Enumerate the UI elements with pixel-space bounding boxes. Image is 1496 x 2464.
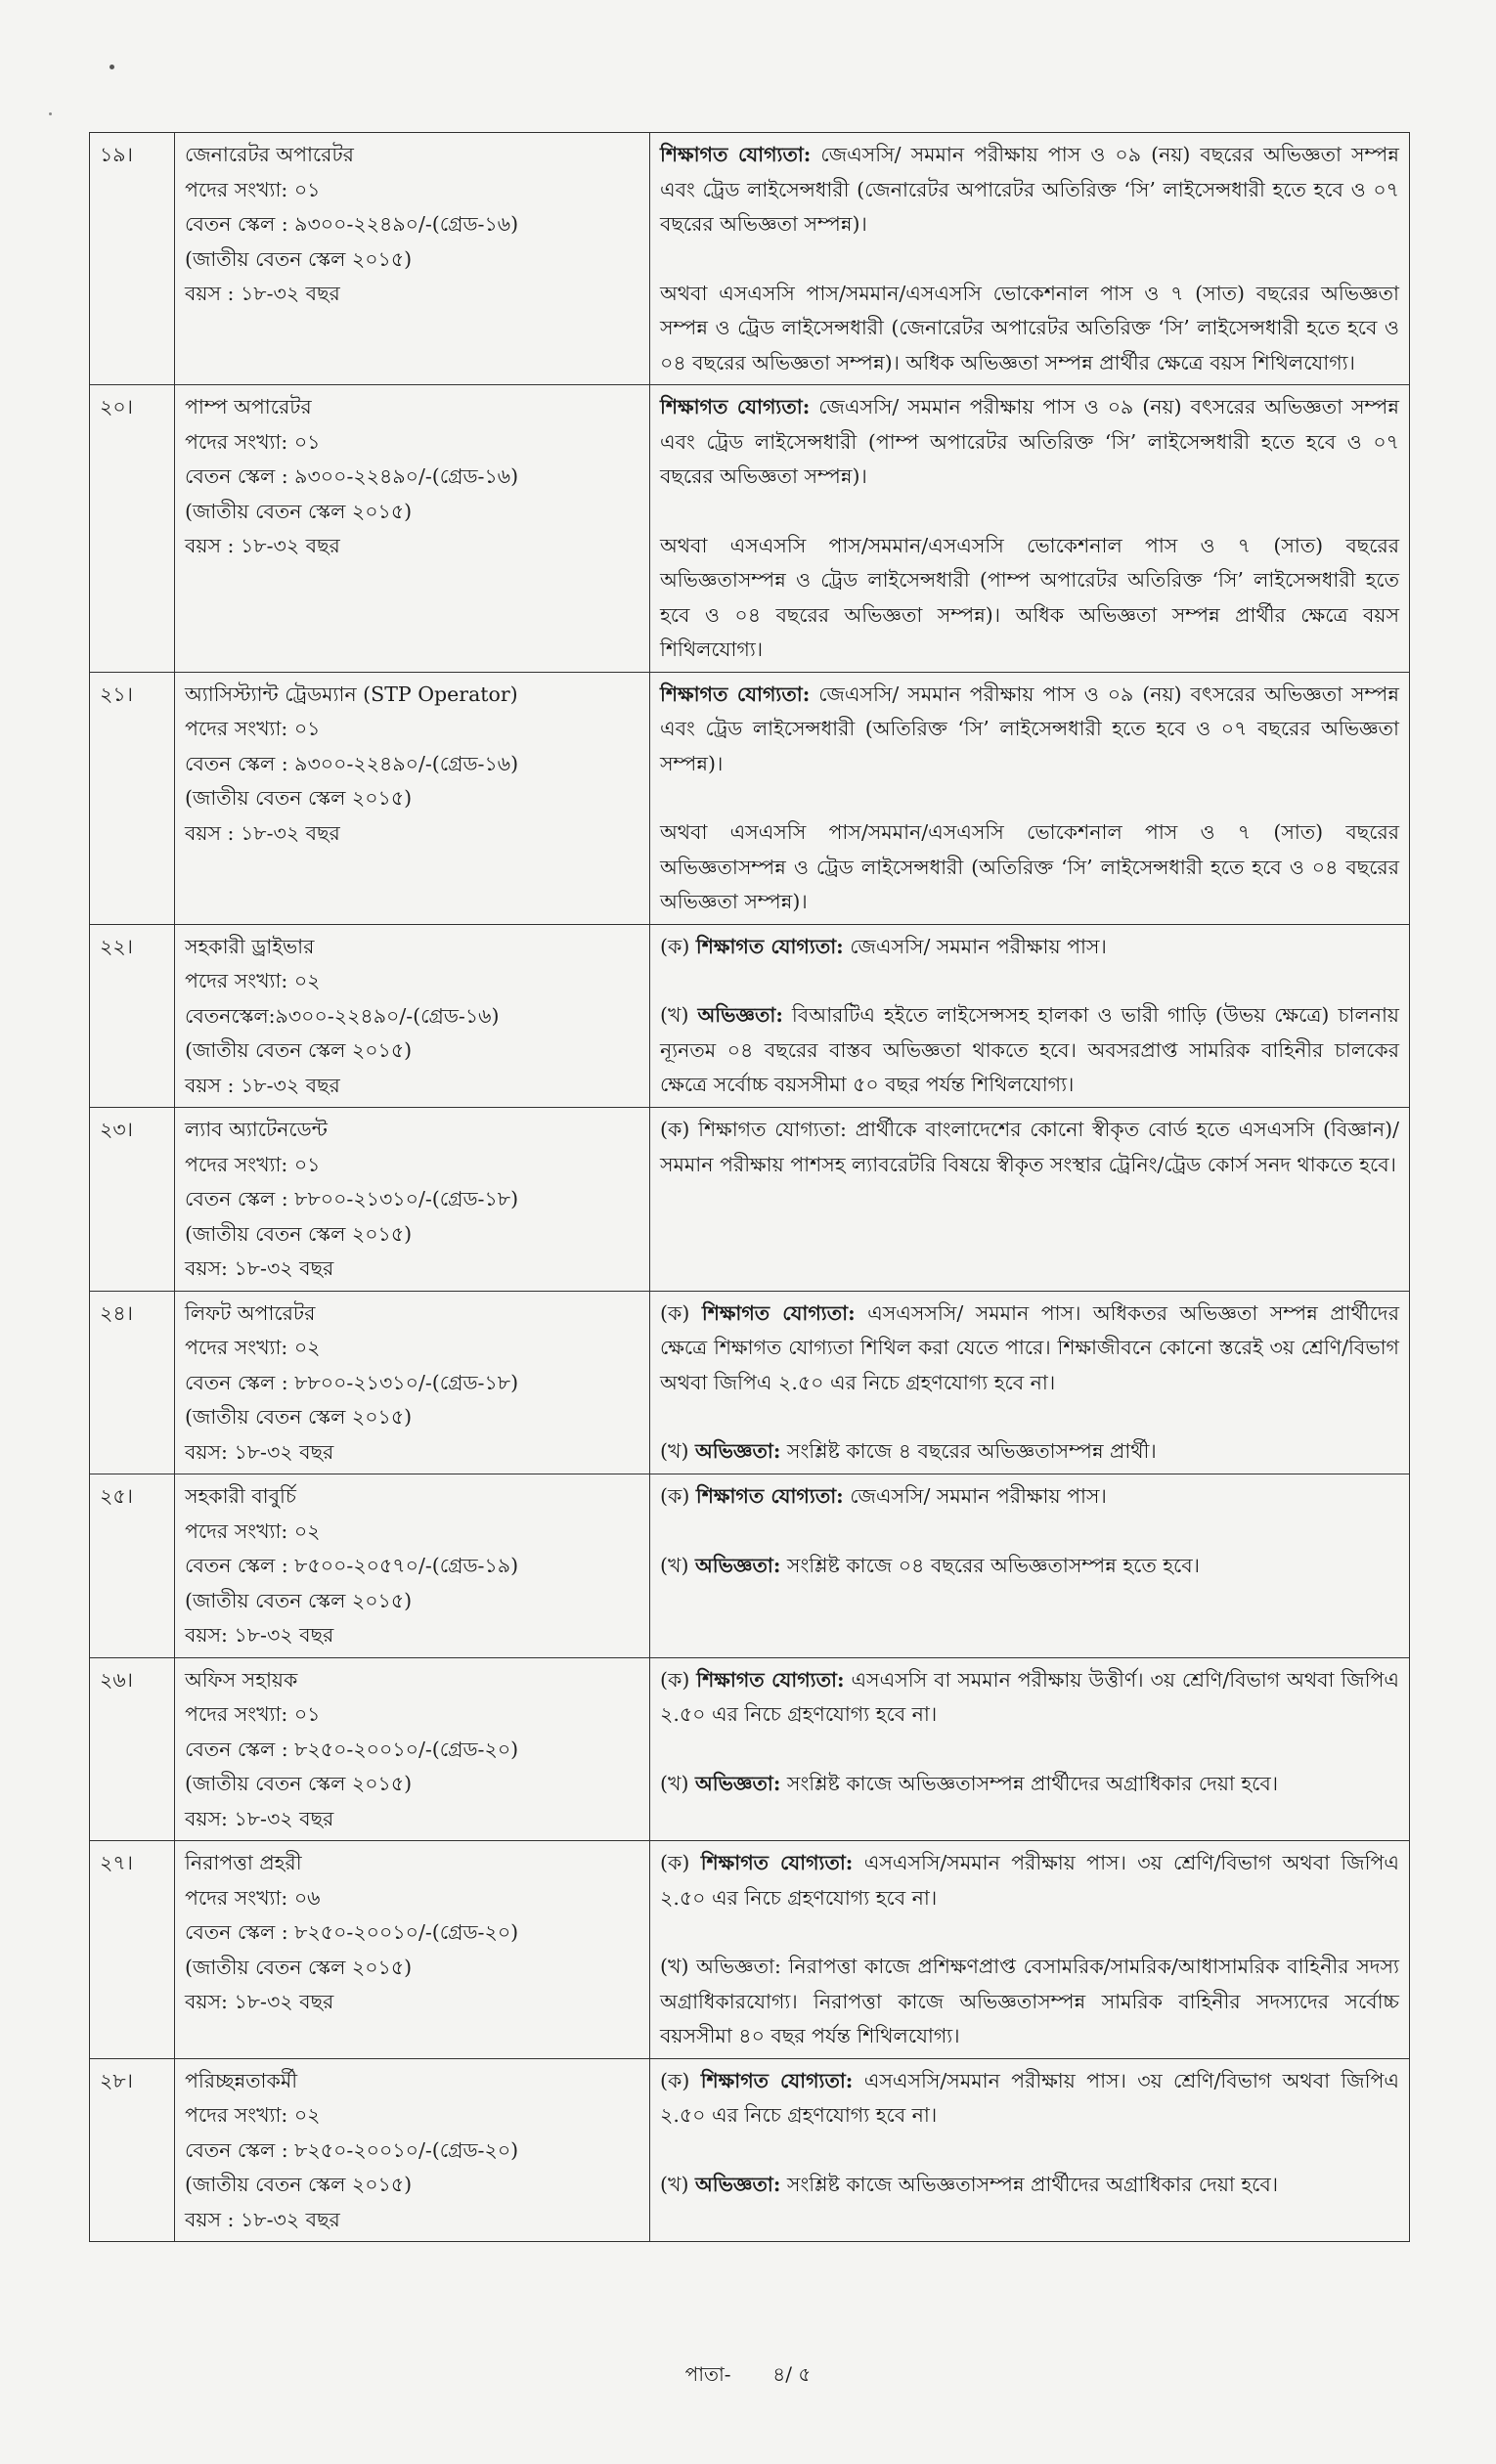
serial-number: ২৫। <box>90 1474 175 1658</box>
requirement-text: বিআরটিএ হইতে লাইসেন্সসহ হালকা ও ভারী গাড়ি (উভয় ক্ষেত্রে) চালনায় ন্যূনতম ০৪ বছরের বাস্তব অভিজ্ঞতা থাকতে হবে। অবসরপ্রাপ্ত সামরিক বাহিনীর চালকের ক্ষেত্রে সর্বোচ্চ বয়সসীমা ৫০ বছর পর্যন্ত শিথিলযোগ্য। <box>660 1003 1399 1096</box>
requirement-label: শিক্ষাগত যোগ্যতা: <box>700 2068 854 2092</box>
requirement-cell <box>650 1108 1410 1292</box>
serial-number: ২৩। <box>90 1108 175 1292</box>
requirement-label: অভিজ্ঞতা: <box>694 1439 781 1463</box>
requirement-text: অথবা এসএসসি পাস/সমমান/এসএসসি ভোকেশনাল পাস ও ৭ (সাত) বছরের অভিজ্ঞতাসম্পন্ন ও ট্রেড লাইসেন্সধারী (অতিরিক্ত ‘সি’ লাইসেন্সধারী হতে হবে ও ০৪ বছরের অভিজ্ঞতা সম্পন্ন)। <box>660 820 1399 913</box>
table-row <box>90 672 1410 924</box>
requirement-text: অথবা এসএসসি পাস/সমমান/এসএসসি ভোকেশনাল পাস ও ৭ (সাত) বছরের অভিজ্ঞতা সম্পন্ন ও ট্রেড লাইসেন্সধারী (জেনারেটর অপারেটর অতিরিক্ত ‘সি’ লাইসেন্সধারী হতে হবে ও ০৪ বছরের অভিজ্ঞতা সম্পন্ন)। অধিক অভিজ্ঞতা সম্পন্ন প্রার্থীর ক্ষেত্রে বয়স শিথিলযোগ্য। <box>660 281 1399 374</box>
post-detail: বেতন স্কেল : ৮৮০০-২১৩১০/-(গ্রেড-১৮) <box>185 1187 519 1210</box>
requirement-text: জেএসসি/ সমমান পরীক্ষায় পাস ও ০৯ (নয়) বৎসরের অভিজ্ঞতা সম্পন্ন এবং ট্রেড লাইসেন্সধারী (অতিরিক্ত ‘সি’ লাইসেন্সধারী হতে হবে ও ০৭ বছরের অভিজ্ঞতা সম্পন্ন)। <box>660 682 1399 775</box>
post-detail: পদের সংখ্যা: ০১ <box>185 1152 321 1176</box>
requirement-paragraph <box>660 1846 1399 1915</box>
post-detail: বয়স: ১৮-৩২ বছর <box>185 1990 334 2013</box>
item-prefix: (খ) <box>660 1955 697 1978</box>
requirement-paragraph <box>660 1479 1399 1515</box>
requirement-cell <box>650 385 1410 673</box>
post-title: অফিস সহায়ক <box>185 1667 298 1692</box>
paragraph-gap <box>660 2134 1399 2168</box>
page-label: পাতা- <box>684 2362 731 2386</box>
post-detail: (জাতীয় বেতন স্কেল ২০১৫) <box>185 499 413 523</box>
table-row <box>90 1841 1410 2059</box>
item-prefix: (ক) <box>660 1484 696 1508</box>
post-cell <box>175 1657 650 1841</box>
requirement-cell <box>650 1474 1410 1658</box>
requirement-label: শিক্ষাগত যোগ্যতা: <box>701 1300 856 1325</box>
post-detail: বেতন স্কেল : ৯৩০০-২২৪৯০/-(গ্রেড-১৬) <box>185 751 519 775</box>
requirement-text: সংশ্লিষ্ট কাজে অভিজ্ঞতাসম্পন্ন প্রার্থীদের অগ্রাধিকার দেয়া হবে। <box>780 1771 1279 1795</box>
requirement-paragraph <box>660 390 1399 495</box>
paragraph-gap <box>660 495 1399 529</box>
requirement-paragraph <box>660 277 1399 381</box>
post-detail: বয়স: ১৮-৩২ বছর <box>185 1623 334 1647</box>
table-row <box>90 1474 1410 1658</box>
requirement-paragraph <box>660 2168 1399 2203</box>
item-prefix: (খ) <box>660 1553 695 1577</box>
post-title: সহকারী বাবুর্চি <box>185 1484 296 1508</box>
post-detail: বেতন স্কেল : ৮৮০০-২১৩১০/-(গ্রেড-১৮) <box>185 1370 519 1394</box>
post-detail: বেতন স্কেল : ৯৩০০-২২৪৯০/-(গ্রেড-১৬) <box>185 464 519 488</box>
requirement-label: শিক্ষাগত যোগ্যতা: <box>696 1667 845 1692</box>
post-cell <box>175 672 650 924</box>
requirement-text: এসএসসি বা সমমান পরীক্ষায় উত্তীর্ণ। ৩য় শ্রেণি/বিভাগ অথবা জিপিএ ২.৫০ এর নিচে গ্রহণযোগ্য হবে না। <box>660 1667 1399 1726</box>
post-detail: বেতন স্কেল : ৯৩০০-২২৪৯০/-(গ্রেড-১৬) <box>185 212 519 236</box>
scan-speck <box>49 112 52 115</box>
requirement-text: এসএসসি/সমমান পরীক্ষায় পাস। ৩য় শ্রেণি/বিভাগ অথবা জিপিএ ২.৫০ এর নিচে গ্রহণযোগ্য হবে না। <box>660 2068 1399 2127</box>
post-cell <box>175 1108 650 1292</box>
item-prefix: (ক) <box>660 1118 699 1141</box>
requirement-paragraph <box>660 1950 1399 2054</box>
post-detail: বয়স: ১৮-৩২ বছর <box>185 1806 334 1830</box>
requirement-text: অভিজ্ঞতা: নিরাপত্তা কাজে প্রশিক্ষণপ্রাপ্ত বেসামরিক/সামরিক/আধাসামরিক বাহিনীর সদস্য অগ্রাধিকারযোগ্য। নিরাপত্তা কাজে অভিজ্ঞতাসম্পন্ন সামরিক বাহিনীর সদস্যদের সর্বোচ্চ বয়সসীমা ৪০ বছর পর্যন্ত শিথিলযোগ্য। <box>660 1955 1400 2047</box>
post-detail: (জাতীয় বেতন স্কেল ২০১৫) <box>185 1038 413 1062</box>
requirement-paragraph <box>660 2064 1399 2134</box>
post-detail: (জাতীয় বেতন স্কেল ২০১৫) <box>185 1588 413 1612</box>
post-detail: (জাতীয় বেতন স্কেল ২০১৫) <box>185 1772 413 1795</box>
post-cell <box>175 1841 650 2059</box>
requirement-text: জেএসসি/ সমমান পরীক্ষায় পাস। <box>843 934 1107 958</box>
post-detail: বেতনস্কেল:৯৩০০-২২৪৯০/-(গ্রেড-১৬) <box>185 1003 500 1028</box>
post-title: জেনারেটর অপারেটর <box>185 143 354 166</box>
post-detail: বেতন স্কেল : ৮২৫০-২০০১০/-(গ্রেড-২০) <box>185 2137 519 2162</box>
serial-number: ২৪। <box>90 1291 175 1474</box>
post-detail: (জাতীয় বেতন স্কেল ২০১৫) <box>185 1221 413 1246</box>
item-prefix: (খ) <box>660 1003 698 1027</box>
post-detail: বয়স : ১৮-৩২ বছর <box>185 534 340 557</box>
post-detail: বয়স: ১৮-৩২ বছর <box>185 1439 334 1464</box>
requirement-label: অভিজ্ঞতা: <box>697 1003 783 1027</box>
table-row <box>90 385 1410 673</box>
item-prefix: (ক) <box>660 934 696 958</box>
post-detail: পদের সংখ্যা: ০১ <box>185 177 321 201</box>
requirement-label: শিক্ষাগত যোগ্যতা: <box>695 1484 844 1508</box>
post-detail: পদের সংখ্যা: ০১ <box>185 717 321 740</box>
post-cell <box>175 133 650 385</box>
item-prefix: (খ) <box>660 2172 695 2196</box>
requirement-paragraph <box>660 1434 1399 1470</box>
paragraph-gap <box>660 964 1399 998</box>
post-title: সহকারী ড্রাইভার <box>185 934 315 958</box>
post-title: নিরাপত্তা প্রহরী <box>185 1851 302 1874</box>
requirement-paragraph <box>660 1549 1399 1584</box>
requirement-text: সংশ্লিষ্ট কাজে ৪ বছরের অভিজ্ঞতাসম্পন্ন প্রার্থী। <box>780 1439 1157 1463</box>
requirement-cell <box>650 1841 1410 2059</box>
post-title: অ্যাসিস্ট্যান্ট ট্রেডম্যান (STP Operator) <box>185 682 518 706</box>
requirement-text: এসএসসসি/ সমমান পাস। অধিকতর অভিজ্ঞতা সম্পন্ন প্রার্থীদের ক্ষেত্রে শিক্ষাগত যোগ্যতা শিথিল করা যেতে পারে। শিক্ষাজীবনে কোনো স্তরেই ৩য় শ্রেণি/বিভাগ অথবা জিপিএ ২.৫০ এর নিচে গ্রহণযোগ্য হবে না। <box>660 1300 1399 1394</box>
table-row <box>90 1291 1410 1474</box>
post-detail: (জাতীয় বেতন স্কেল ২০১৫) <box>185 1405 413 1429</box>
table-row <box>90 1108 1410 1292</box>
requirement-paragraph <box>660 678 1399 782</box>
post-detail: বেতন স্কেল : ৮২৫০-২০০১০/-(গ্রেড-২০) <box>185 1737 519 1761</box>
post-detail: পদের সংখ্যা: ০৬ <box>185 1885 321 1910</box>
item-prefix: (ক) <box>660 1300 702 1325</box>
requirement-paragraph <box>660 1663 1399 1733</box>
serial-number: ২১। <box>90 672 175 924</box>
requirement-label: শিক্ষাগত যোগ্যতা: <box>660 682 811 706</box>
requirement-label: শিক্ষাগত যোগ্যতা: <box>660 143 812 166</box>
paragraph-gap <box>660 1915 1399 1950</box>
post-detail: বয়স : ১৮-৩২ বছর <box>185 282 340 305</box>
item-prefix: (ক) <box>660 1667 697 1692</box>
requirement-label: শিক্ষাগত যোগ্যতা: <box>660 395 811 418</box>
post-cell <box>175 385 650 673</box>
requirement-cell <box>650 2058 1410 2242</box>
serial-number: ২৮। <box>90 2058 175 2242</box>
requirement-text: জেএসসি/ সমমান পরীক্ষায় পাস ও ০৯ (নয়) বৎসরের অভিজ্ঞতা সম্পন্ন এবং ট্রেড লাইসেন্সধারী (পাম্প অপারেটর অতিরিক্ত ‘সি’ লাইসেন্সধারী হতে হবে ও ০৭ বছরের অভিজ্ঞতা সম্পন্ন)। <box>660 395 1399 488</box>
serial-number: ২২। <box>90 924 175 1108</box>
post-detail: (জাতীয় বেতন স্কেল ২০১৫) <box>185 1955 413 1979</box>
item-prefix: (খ) <box>660 1771 695 1795</box>
serial-number: ১৯। <box>90 133 175 385</box>
post-detail: পদের সংখ্যা: ০২ <box>185 1336 321 1359</box>
post-cell <box>175 1474 650 1658</box>
serial-number: ২৭। <box>90 1841 175 2059</box>
paragraph-gap <box>660 781 1399 815</box>
table-row <box>90 1657 1410 1841</box>
post-detail: পদের সংখ্যা: ০১ <box>185 429 321 454</box>
page-number: ৪/ ৫ <box>772 2362 812 2386</box>
requirement-paragraph <box>660 1297 1399 1401</box>
requirement-text: সংশ্লিষ্ট কাজে ০৪ বছরের অভিজ্ঞতাসম্পন্ন হতে হবে। <box>780 1553 1201 1577</box>
item-prefix: (ক) <box>660 1851 701 1874</box>
post-detail: পদের সংখ্যা: ০২ <box>185 1518 321 1543</box>
requirement-cell <box>650 924 1410 1108</box>
requirement-label: অভিজ্ঞতা: <box>694 2172 781 2196</box>
post-title: পাম্প অপারেটর <box>185 395 312 418</box>
requirement-label: অভিজ্ঞতা: <box>694 1771 781 1795</box>
post-title: ল্যাব অ্যাটেনডেন্ট <box>185 1118 328 1141</box>
requirement-cell <box>650 133 1410 385</box>
scan-speck <box>110 65 114 69</box>
post-detail: বেতন স্কেল : ৮৫০০-২০৫৭০/-(গ্রেড-১৯) <box>185 1554 519 1577</box>
post-detail: বয়স : ১৮-৩২ বছর <box>185 820 340 845</box>
serial-number: ২০। <box>90 385 175 673</box>
paragraph-gap <box>660 1515 1399 1549</box>
paragraph-gap <box>660 242 1399 277</box>
table-row <box>90 2058 1410 2242</box>
post-detail: বয়স: ১৮-৩২ বছর <box>185 1256 334 1280</box>
requirement-paragraph <box>660 815 1399 920</box>
post-cell <box>175 2058 650 2242</box>
post-detail: (জাতীয় বেতন স্কেল ২০১৫) <box>185 246 413 271</box>
post-detail: পদের সংখ্যা: ০১ <box>185 1702 321 1726</box>
requirement-text: জেএসসি/ সমমান পরীক্ষায় পাস ও ০৯ (নয়) বছরের অভিজ্ঞতা সম্পন্ন এবং ট্রেড লাইসেন্সধারী (জেনারেটর অপারেটর অতিরিক্ত ‘সি’ লাইসেন্সধারী হতে হবে ও ০৭ বছরের অভিজ্ঞতা সম্পন্ন)। <box>660 143 1399 236</box>
requirement-paragraph <box>660 998 1399 1103</box>
requirement-paragraph <box>660 1767 1399 1802</box>
post-detail: বয়স : ১৮-৩২ বছর <box>185 2207 340 2231</box>
table-row <box>90 924 1410 1108</box>
requirement-cell <box>650 1657 1410 1841</box>
job-posts-table <box>89 132 1410 2242</box>
item-prefix: (ক) <box>660 2068 701 2092</box>
requirement-label: শিক্ষাগত যোগ্যতা: <box>700 1851 854 1874</box>
requirement-text: শিক্ষাগত যোগ্যতা: প্রার্থীকে বাংলাদেশের কোনো স্বীকৃত বোর্ড হতে এসএসসি (বিজ্ঞান)/সমমান পরীক্ষায় পাশসহ ল্যাবরেটরি বিষয়ে স্বীকৃত সংস্থার ট্রেনিং/ট্রেড কোর্স সনদ থাকতে হবে। <box>660 1118 1399 1176</box>
requirement-cell <box>650 672 1410 924</box>
page-footer <box>0 2360 1496 2393</box>
serial-number: ২৬। <box>90 1657 175 1841</box>
post-title: পরিচ্ছন্নতাকর্মী <box>185 2068 298 2092</box>
requirement-paragraph <box>660 529 1399 668</box>
post-title: লিফট অপারেটর <box>185 1300 316 1325</box>
item-prefix: (খ) <box>660 1439 695 1463</box>
post-detail: বেতন স্কেল : ৮২৫০-২০০১০/-(গ্রেড-২০) <box>185 1920 519 1944</box>
post-cell <box>175 924 650 1108</box>
requirement-paragraph <box>660 1113 1399 1182</box>
paragraph-gap <box>660 1733 1399 1767</box>
requirement-text: এসএসসি/সমমান পরীক্ষায় পাস। ৩য় শ্রেণি/বিভাগ অথবা জিপিএ ২.৫০ এর নিচে গ্রহণযোগ্য হবে না। <box>660 1851 1399 1910</box>
requirement-text: অথবা এসএসসি পাস/সমমান/এসএসসি ভোকেশনাল পাস ও ৭ (সাত) বছরের অভিজ্ঞতাসম্পন্ন ও ট্রেড লাইসেন্সধারী (পাম্প অপারেটর অতিরিক্ত ‘সি’ লাইসেন্সধারী হতে হবে ও ০৪ বছরের অভিজ্ঞতা সম্পন্ন)। অধিক অভিজ্ঞতা সম্পন্ন প্রার্থীর ক্ষেত্রে বয়স শিথিলযোগ্য। <box>660 533 1399 661</box>
post-detail: (জাতীয় বেতন স্কেল ২০১৫) <box>185 786 413 810</box>
paragraph-gap <box>660 1400 1399 1434</box>
requirement-label: শিক্ষাগত যোগ্যতা: <box>695 934 844 958</box>
requirement-cell <box>650 1291 1410 1474</box>
requirement-paragraph <box>660 930 1399 965</box>
requirement-text: জেএসসি/ সমমান পরীক্ষায় পাস। <box>843 1484 1107 1508</box>
table-row <box>90 133 1410 385</box>
post-detail: পদের সংখ্যা: ০২ <box>185 969 321 992</box>
requirement-label: অভিজ্ঞতা: <box>694 1553 781 1577</box>
requirement-paragraph <box>660 138 1399 242</box>
post-detail: (জাতীয় বেতন স্কেল ২০১৫) <box>185 2173 413 2196</box>
post-cell <box>175 1291 650 1474</box>
post-detail: পদের সংখ্যা: ০২ <box>185 2103 321 2127</box>
requirement-text: সংশ্লিষ্ট কাজে অভিজ্ঞতাসম্পন্ন প্রার্থীদের অগ্রাধিকার দেয়া হবে। <box>780 2172 1279 2196</box>
post-detail: বয়স : ১৮-৩২ বছর <box>185 1073 340 1097</box>
